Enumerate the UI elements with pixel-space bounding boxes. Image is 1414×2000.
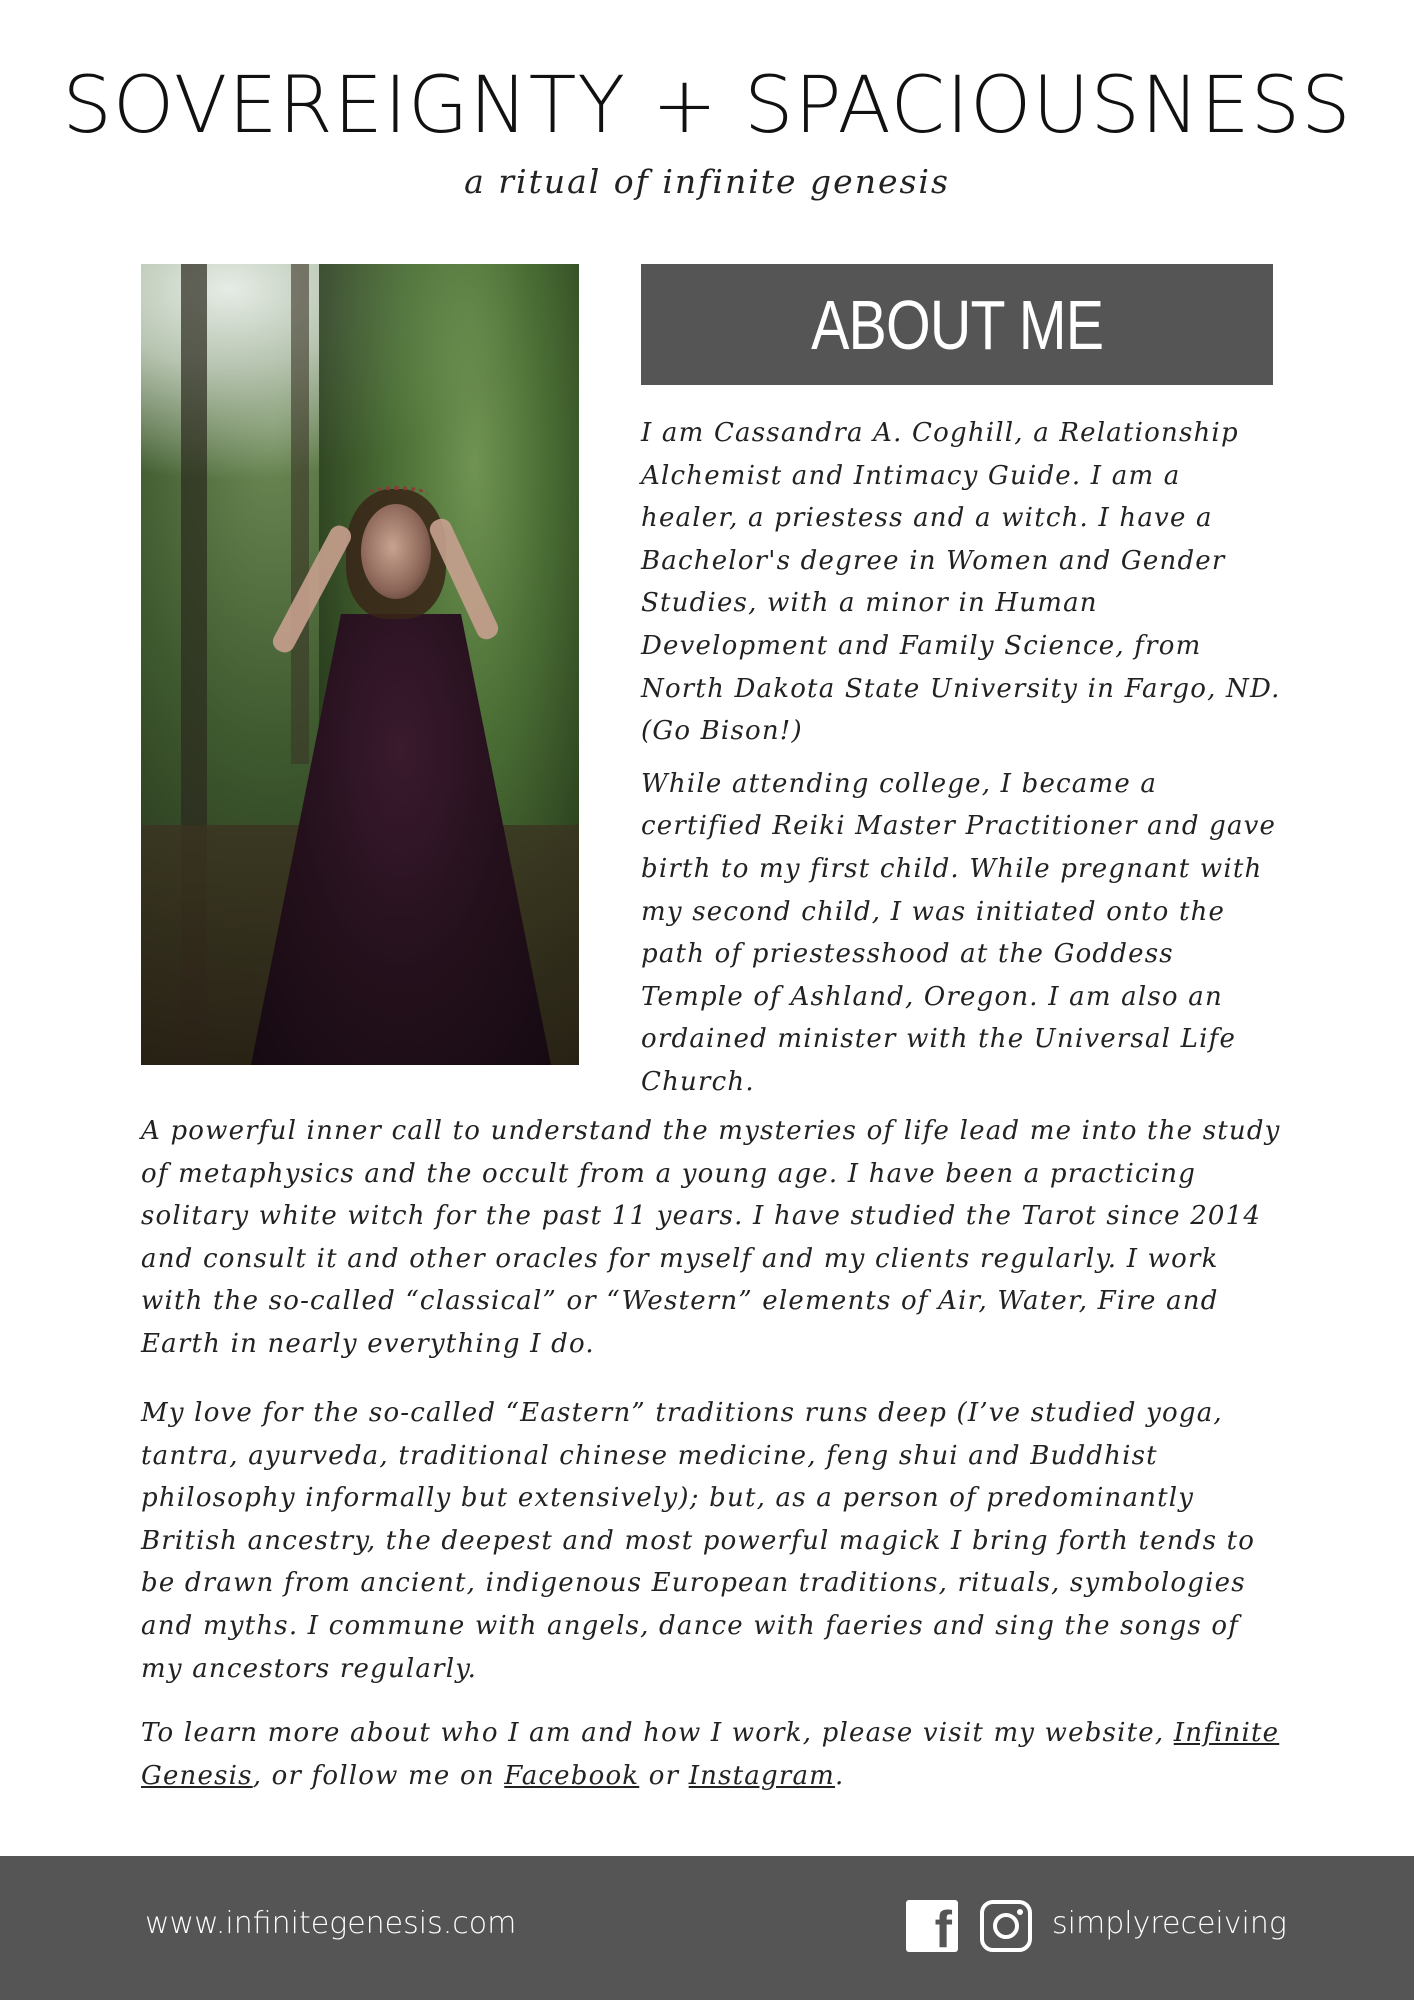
page-title: SOVEREIGNTY + SPACIOUSNESS <box>62 61 1352 151</box>
about-paragraph-3-block <box>141 1110 1281 1366</box>
p5-text-d: . <box>835 1760 845 1791</box>
about-paragraph-2: While attending college, I became a certified Reiki Master Practitioner and gave birth to my first child. While pregnant with my second child, I was initiated onto the path of priestesshood at the Goddess Temple of Ashland, Oregon. I am also an ordained minister with the Universal Life Church. <box>641 768 1277 1097</box>
about-paragraph-1: I am Cassandra A. Coghill, a Relationship Alchemist and Intimacy Guide. I am a healer, a priestess and a witch. I have a Bachelor's degree in Women and Gender Studies, with a minor in Human Development and Family Science, from North Dakota State University in Fargo, ND. (Go Bison!) <box>641 418 1281 747</box>
page-subtitle: a ritual of infinite genesis <box>464 162 950 201</box>
instagram-link[interactable]: Instagram <box>688 1760 836 1791</box>
p5-text-a: To learn more about who I am and how I work, please visit my website, <box>141 1718 1174 1748</box>
facebook-icon[interactable]: f <box>906 1900 958 1952</box>
portrait-photo <box>141 264 579 1065</box>
p5-text-b: , or follow me on <box>252 1760 505 1791</box>
about-paragraph-5 <box>141 1712 1281 1797</box>
p5-text-c: or <box>639 1760 689 1791</box>
about-paragraph-3: A powerful inner call to understand the mysteries of life lead me into the study of metaphysics and the occult from a young age. I have been a practicing solitary white witch for the past 11 years. I have studied the Tarot since 2014 and consult it and other oracles for myself and my clients regularly. I work with the so-called “classical” or “Western” elements of Air, Water, Fire and Earth in nearly everything I do. <box>141 1116 1281 1359</box>
about-paragraph-5-block <box>141 1712 1281 1797</box>
about-heading: ABOUT ME <box>810 285 1104 364</box>
about-heading-box <box>641 264 1273 385</box>
about-intro-column <box>641 412 1281 1114</box>
footer-website[interactable]: www.infinitegenesis.com <box>145 1906 517 1941</box>
footer-bar <box>0 1856 1414 2000</box>
facebook-link[interactable]: Facebook <box>504 1760 640 1791</box>
about-paragraph-4-block <box>141 1392 1281 1690</box>
website-link[interactable]: Infinite Genesis <box>141 1718 1280 1791</box>
about-paragraph-4: My love for the so-called “Eastern” traditions runs deep (I’ve studied yoga, tantra, ayurveda, traditional chinese medicine, feng shui and Buddhist philosophy informally but extensively); but, as a person of predominantly British ancestry, the deepest and most powerful magick I bring forth tends to be drawn from ancient, indigenous European traditions, rituals, symbologies and myths. I commune with angels, dance with faeries and sing the songs of my ancestors regularly. <box>141 1398 1256 1684</box>
instagram-icon[interactable] <box>980 1900 1032 1952</box>
footer-social-handle[interactable]: simplyreceiving <box>1052 1906 1287 1941</box>
